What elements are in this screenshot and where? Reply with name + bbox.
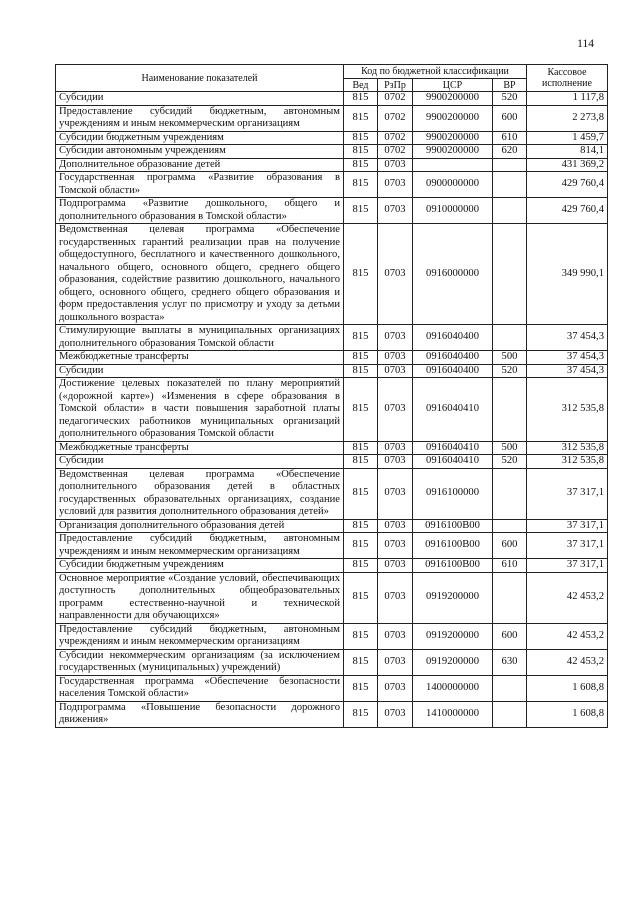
cell-csr: 0916100В00: [413, 533, 493, 559]
cell-rzpr: 0703: [378, 325, 413, 351]
cell-amount: 2 273,8: [527, 105, 608, 131]
cell-ved: 815: [344, 519, 378, 533]
cell-ved: 815: [344, 623, 378, 649]
cell-amount: 37 317,1: [527, 468, 608, 519]
table-row: [56, 224, 608, 325]
cell-name: Субсидии некоммерческим организациям (за исключением государственных (муниципальных) учреждений): [56, 649, 344, 675]
cell-amount: 37 454,3: [527, 325, 608, 351]
cell-ved: 815: [344, 441, 378, 455]
table-header: [56, 65, 608, 92]
cell-csr: 0916100В00: [413, 519, 493, 533]
cell-amount: 312 535,8: [527, 441, 608, 455]
cell-rzpr: 0703: [378, 455, 413, 469]
cell-vr: [493, 378, 527, 442]
cell-vr: [493, 675, 527, 701]
cell-ved: 815: [344, 649, 378, 675]
cell-rzpr: 0703: [378, 468, 413, 519]
cell-csr: 0916040400: [413, 364, 493, 378]
cell-name: Предоставление субсидий бюджетным, автономным учреждениям и иным некоммерческим организациям: [56, 533, 344, 559]
table-row: [56, 533, 608, 559]
cell-ved: 815: [344, 158, 378, 172]
table-row: [56, 519, 608, 533]
cell-amount: 1 117,8: [527, 92, 608, 106]
table-row: [56, 172, 608, 198]
cell-amount: 42 453,2: [527, 649, 608, 675]
cell-vr: [493, 468, 527, 519]
cell-name: Организация дополнительного образования детей: [56, 519, 344, 533]
cell-csr: 0916040410: [413, 378, 493, 442]
table-row: [56, 131, 608, 145]
cell-name: Основное мероприятие «Создание условий, обеспечивающих доступность дополнительных общеобразовательных программ естественно-научной и технической направленности для обучающихся»: [56, 572, 344, 623]
cell-rzpr: 0703: [378, 519, 413, 533]
cell-rzpr: 0703: [378, 224, 413, 325]
cell-name: Межбюджетные трансферты: [56, 441, 344, 455]
cell-amount: 312 535,8: [527, 455, 608, 469]
table-row: [56, 468, 608, 519]
cell-name: Ведомственная целевая программа «Обеспечение дополнительного образования детей в областных государственных образовательных организациях, создание условий для развития дополнительного образования детей»: [56, 468, 344, 519]
cell-vr: [493, 224, 527, 325]
cell-name: Достижение целевых показателей по плану мероприятий («дорожной карте») «Изменения в сфере образования в Томской области» в части повышения заработной платы педагогических работников муниципальных организаций дополнительного образования Томской области: [56, 378, 344, 442]
table-row: [56, 701, 608, 727]
cell-amount: 431 369,2: [527, 158, 608, 172]
cell-amount: 312 535,8: [527, 378, 608, 442]
budget-table: [55, 64, 608, 728]
cell-vr: 610: [493, 559, 527, 573]
cell-name: Дополнительное образование детей: [56, 158, 344, 172]
cell-ved: 815: [344, 559, 378, 573]
cell-vr: 500: [493, 441, 527, 455]
cell-rzpr: 0703: [378, 172, 413, 198]
header-ved: Вед: [344, 79, 378, 92]
cell-rzpr: 0703: [378, 623, 413, 649]
header-code-group: Код по бюджетной классификации: [344, 65, 527, 79]
cell-csr: 0900000000: [413, 172, 493, 198]
cell-amount: 37 317,1: [527, 559, 608, 573]
cell-amount: 814,1: [527, 145, 608, 159]
cell-vr: [493, 325, 527, 351]
cell-rzpr: 0703: [378, 649, 413, 675]
table-row: [56, 675, 608, 701]
cell-vr: [493, 701, 527, 727]
cell-name: Субсидии: [56, 92, 344, 106]
cell-vr: 600: [493, 623, 527, 649]
cell-ved: 815: [344, 533, 378, 559]
table-row: [56, 364, 608, 378]
cell-rzpr: 0703: [378, 572, 413, 623]
table-row: [56, 559, 608, 573]
cell-rzpr: 0703: [378, 351, 413, 365]
cell-csr: 1410000000: [413, 701, 493, 727]
cell-csr: 0916000000: [413, 224, 493, 325]
cell-rzpr: 0703: [378, 701, 413, 727]
table-row: [56, 351, 608, 365]
cell-rzpr: 0703: [378, 198, 413, 224]
cell-amount: 37 454,3: [527, 364, 608, 378]
cell-vr: [493, 172, 527, 198]
cell-csr: 0916040400: [413, 351, 493, 365]
cell-name: Субсидии бюджетным учреждениям: [56, 131, 344, 145]
cell-amount: 42 453,2: [527, 572, 608, 623]
table-body: [56, 92, 608, 728]
cell-ved: 815: [344, 92, 378, 106]
cell-vr: 600: [493, 533, 527, 559]
cell-name: Межбюджетные трансферты: [56, 351, 344, 365]
cell-csr: 0916040410: [413, 455, 493, 469]
cell-name: Государственная программа «Обеспечение безопасности населения Томской области»: [56, 675, 344, 701]
cell-vr: [493, 158, 527, 172]
cell-rzpr: 0703: [378, 364, 413, 378]
cell-name: Ведомственная целевая программа «Обеспечение государственных гарантий реализации прав на получение общедоступного, бесплатного и качественного дошкольного, начального общего, основного общего, среднего общего образования, содействие развитию дошкольного, начального общего, основного общего, среднего общего образования и форм предоставления услуг по присмотру и уходу за детьми дошкольного возраста»: [56, 224, 344, 325]
cell-name: Субсидии: [56, 364, 344, 378]
cell-rzpr: 0703: [378, 533, 413, 559]
cell-csr: 0919200000: [413, 572, 493, 623]
cell-vr: [493, 519, 527, 533]
cell-ved: 815: [344, 351, 378, 365]
table-row: [56, 649, 608, 675]
table-row: [56, 145, 608, 159]
cell-rzpr: 0703: [378, 559, 413, 573]
header-rzpr: РзПр: [378, 79, 413, 92]
cell-ved: 815: [344, 172, 378, 198]
cell-csr: 1400000000: [413, 675, 493, 701]
cell-ved: 815: [344, 145, 378, 159]
cell-ved: 815: [344, 131, 378, 145]
table-row: [56, 105, 608, 131]
cell-vr: 500: [493, 351, 527, 365]
table-row: [56, 623, 608, 649]
cell-csr: 0916040400: [413, 325, 493, 351]
header-amount: Кассовое исполнение: [527, 65, 608, 92]
cell-ved: 815: [344, 224, 378, 325]
cell-rzpr: 0702: [378, 145, 413, 159]
cell-ved: 815: [344, 364, 378, 378]
cell-name: Предоставление субсидий бюджетным, автономным учреждениям и иным некоммерческим организациям: [56, 623, 344, 649]
cell-csr: 9900200000: [413, 131, 493, 145]
cell-ved: 815: [344, 105, 378, 131]
cell-rzpr: 0702: [378, 92, 413, 106]
cell-amount: 37 454,3: [527, 351, 608, 365]
cell-name: Подпрограмма «Развитие дошкольного, общего и дополнительного образования в Томской области»: [56, 198, 344, 224]
cell-amount: 1 459,7: [527, 131, 608, 145]
table-row: [56, 158, 608, 172]
cell-csr: [413, 158, 493, 172]
header-name: Наименование показателей: [56, 65, 344, 92]
cell-csr: 0916040410: [413, 441, 493, 455]
cell-ved: 815: [344, 325, 378, 351]
page-number: 114: [577, 38, 594, 50]
cell-amount: 42 453,2: [527, 623, 608, 649]
table-row: [56, 455, 608, 469]
cell-amount: 429 760,4: [527, 198, 608, 224]
cell-amount: 349 990,1: [527, 224, 608, 325]
cell-csr: 0919200000: [413, 649, 493, 675]
table-row: [56, 378, 608, 442]
cell-amount: 429 760,4: [527, 172, 608, 198]
cell-csr: 0919200000: [413, 623, 493, 649]
cell-amount: 37 317,1: [527, 519, 608, 533]
cell-name: Стимулирующие выплаты в муниципальных организациях дополнительного образования Томской области: [56, 325, 344, 351]
cell-name: Субсидии бюджетным учреждениям: [56, 559, 344, 573]
table-row: [56, 325, 608, 351]
cell-ved: 815: [344, 701, 378, 727]
cell-vr: 520: [493, 92, 527, 106]
header-vr: ВР: [493, 79, 527, 92]
cell-vr: 610: [493, 131, 527, 145]
cell-vr: 630: [493, 649, 527, 675]
table-row: [56, 441, 608, 455]
cell-csr: 9900200000: [413, 105, 493, 131]
cell-rzpr: 0702: [378, 105, 413, 131]
cell-csr: 0910000000: [413, 198, 493, 224]
cell-rzpr: 0703: [378, 441, 413, 455]
cell-vr: [493, 198, 527, 224]
cell-amount: 37 317,1: [527, 533, 608, 559]
cell-csr: 9900200000: [413, 145, 493, 159]
header-csr: ЦСР: [413, 79, 493, 92]
cell-ved: 815: [344, 572, 378, 623]
cell-rzpr: 0703: [378, 158, 413, 172]
cell-ved: 815: [344, 468, 378, 519]
cell-amount: 1 608,8: [527, 675, 608, 701]
cell-csr: 0916100000: [413, 468, 493, 519]
cell-ved: 815: [344, 675, 378, 701]
table-row: [56, 92, 608, 106]
cell-name: Субсидии: [56, 455, 344, 469]
cell-rzpr: 0703: [378, 378, 413, 442]
cell-name: Субсидии автономным учреждениям: [56, 145, 344, 159]
cell-rzpr: 0702: [378, 131, 413, 145]
cell-name: Государственная программа «Развитие образования в Томской области»: [56, 172, 344, 198]
cell-vr: 620: [493, 145, 527, 159]
table-row: [56, 572, 608, 623]
cell-vr: 520: [493, 364, 527, 378]
cell-amount: 1 608,8: [527, 701, 608, 727]
cell-name: Подпрограмма «Повышение безопасности дорожного движения»: [56, 701, 344, 727]
cell-vr: 600: [493, 105, 527, 131]
cell-ved: 815: [344, 198, 378, 224]
table-row: [56, 198, 608, 224]
cell-rzpr: 0703: [378, 675, 413, 701]
cell-ved: 815: [344, 378, 378, 442]
cell-csr: 0916100В00: [413, 559, 493, 573]
cell-name: Предоставление субсидий бюджетным, автономным учреждениям и иным некоммерческим организациям: [56, 105, 344, 131]
cell-csr: 9900200000: [413, 92, 493, 106]
cell-vr: [493, 572, 527, 623]
cell-ved: 815: [344, 455, 378, 469]
cell-vr: 520: [493, 455, 527, 469]
